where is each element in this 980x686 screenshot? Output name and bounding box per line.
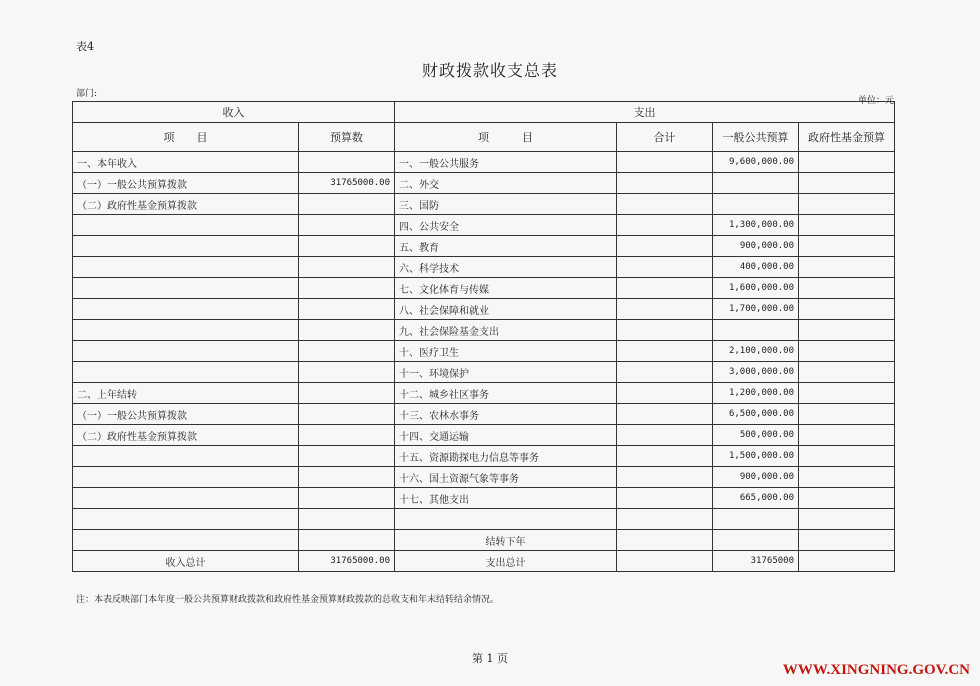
income-budget-header: 预算数 [299, 123, 395, 152]
budget-table [72, 101, 895, 572]
income-value-cell [299, 215, 395, 236]
general-budget-cell: 665,000.00 [713, 488, 799, 509]
fund-budget-header: 政府性基金预算 [799, 123, 895, 152]
expense-item-cell: 十七、其他支出 [395, 488, 617, 509]
general-budget-cell [713, 320, 799, 341]
expense-item-cell: 十、医疗卫生 [395, 341, 617, 362]
expense-total-header: 合计 [617, 123, 713, 152]
expense-total-cell [617, 467, 713, 488]
table-row [73, 404, 895, 425]
income-value-cell [299, 278, 395, 299]
table-row [73, 446, 895, 467]
fund-budget-cell [799, 299, 895, 320]
expense-total-cell [617, 152, 713, 173]
unit-label: 单位：元 [857, 96, 894, 106]
expense-total-cell [617, 299, 713, 320]
expense-total-cell [617, 278, 713, 299]
income-item-header: 项 目 [73, 123, 299, 152]
general-budget-cell: 2,100,000.00 [713, 341, 799, 362]
general-budget-cell: 900,000.00 [713, 236, 799, 257]
expense-total-cell [617, 446, 713, 467]
table-row [73, 152, 895, 173]
expense-item-cell: 十五、资源勘探电力信息等事务 [395, 446, 617, 467]
fund-budget-cell [799, 467, 895, 488]
expense-item-cell: 四、公共安全 [395, 215, 617, 236]
expense-item-cell: 五、教育 [395, 236, 617, 257]
totals-row [73, 551, 895, 572]
income-item-cell: （二）政府性基金预算拨款 [73, 425, 299, 446]
table-row [73, 173, 895, 194]
table-row [73, 299, 895, 320]
fund-budget-cell [799, 446, 895, 467]
general-budget-cell: 6,500,000.00 [713, 404, 799, 425]
income-value-cell [299, 530, 395, 551]
expense-item-cell: 二、外交 [395, 173, 617, 194]
income-item-cell [73, 509, 299, 530]
table-row [73, 278, 895, 299]
table-row [73, 425, 895, 446]
income-item-cell: （一）一般公共预算拨款 [73, 173, 299, 194]
income-value-cell [299, 236, 395, 257]
table-row [73, 509, 895, 530]
general-budget-header: 一般公共预算 [713, 123, 799, 152]
income-item-cell: 二、上年结转 [73, 383, 299, 404]
expense-total-cell [617, 341, 713, 362]
fund-budget-cell [799, 278, 895, 299]
income-value-cell [299, 362, 395, 383]
table-row [73, 320, 895, 341]
income-value-cell [299, 404, 395, 425]
income-value-cell [299, 194, 395, 215]
expense-total-cell [617, 404, 713, 425]
table-row [73, 383, 895, 404]
fund-budget-cell [799, 173, 895, 194]
table-row [73, 362, 895, 383]
income-value-cell [299, 320, 395, 341]
expense-total-sum [617, 551, 713, 572]
table-id: 表4 [76, 40, 94, 53]
income-item-cell [73, 362, 299, 383]
expense-total-cell [617, 257, 713, 278]
site-watermark: WWW.XINGNING.GOV.CN [782, 662, 970, 678]
expense-item-cell: 十三、农林水事务 [395, 404, 617, 425]
fund-budget-cell [799, 425, 895, 446]
table-row [73, 530, 895, 551]
expense-total-label: 支出总计 [395, 551, 617, 572]
income-item-cell [73, 236, 299, 257]
general-budget-cell [713, 509, 799, 530]
table-row [73, 488, 895, 509]
income-value-cell [299, 383, 395, 404]
expense-item-cell: 十六、国土资源气象等事务 [395, 467, 617, 488]
income-item-cell [73, 488, 299, 509]
income-header: 收入 [73, 102, 395, 123]
expense-item-cell: 三、国防 [395, 194, 617, 215]
dept-label: 部门: [76, 89, 98, 99]
income-value-cell: 31765000.00 [299, 173, 395, 194]
fund-budget-cell [799, 257, 895, 278]
table-row [73, 236, 895, 257]
expense-item-cell: 六、科学技术 [395, 257, 617, 278]
general-budget-cell: 1,500,000.00 [713, 446, 799, 467]
expense-item-cell: 结转下年 [395, 530, 617, 551]
page-title: 财政拨款收支总表 [421, 61, 558, 80]
expense-total-cell [617, 320, 713, 341]
expense-total-cell [617, 425, 713, 446]
income-value-cell [299, 257, 395, 278]
income-item-cell [73, 299, 299, 320]
general-budget-cell: 3,000,000.00 [713, 362, 799, 383]
income-value-cell [299, 341, 395, 362]
expense-item-cell: 七、文化体育与传媒 [395, 278, 617, 299]
fund-budget-cell [799, 383, 895, 404]
expense-total-cell [617, 362, 713, 383]
fund-budget-cell [799, 488, 895, 509]
income-item-cell [73, 278, 299, 299]
general-budget-cell: 500,000.00 [713, 425, 799, 446]
income-total-label: 收入总计 [73, 551, 299, 572]
expense-item-cell: 九、社会保险基金支出 [395, 320, 617, 341]
expense-header: 支出 [395, 102, 895, 123]
expense-total-cell [617, 488, 713, 509]
expense-total-cell [617, 215, 713, 236]
general-budget-cell [713, 173, 799, 194]
general-budget-total: 31765000 [713, 551, 799, 572]
fund-budget-cell [799, 530, 895, 551]
general-budget-cell [713, 194, 799, 215]
general-budget-cell: 1,300,000.00 [713, 215, 799, 236]
general-budget-cell: 900,000.00 [713, 467, 799, 488]
income-value-cell [299, 425, 395, 446]
income-value-cell [299, 299, 395, 320]
table-row [73, 257, 895, 278]
fund-budget-cell [799, 236, 895, 257]
general-budget-cell: 9,600,000.00 [713, 152, 799, 173]
footnote: 注：本表反映部门本年度一般公共预算财政拨款和政府性基金预算财政拨款的总收支和年末结转结余情况。 [76, 595, 500, 605]
income-value-cell [299, 446, 395, 467]
income-item-cell [73, 446, 299, 467]
expense-item-cell: 八、社会保障和就业 [395, 299, 617, 320]
income-value-cell [299, 467, 395, 488]
expense-item-cell: 十四、交通运输 [395, 425, 617, 446]
income-item-cell: （一）一般公共预算拨款 [73, 404, 299, 425]
page-number: 第 1 页 [472, 652, 508, 665]
income-item-cell: 一、本年收入 [73, 152, 299, 173]
fund-budget-cell [799, 404, 895, 425]
fund-budget-cell [799, 509, 895, 530]
general-budget-cell [713, 530, 799, 551]
general-budget-cell: 1,200,000.00 [713, 383, 799, 404]
expense-item-cell: 一、一般公共服务 [395, 152, 617, 173]
general-budget-cell: 1,600,000.00 [713, 278, 799, 299]
income-value-cell [299, 488, 395, 509]
table-row [73, 215, 895, 236]
fund-budget-total [799, 551, 895, 572]
expense-item-cell [395, 509, 617, 530]
expense-total-cell [617, 530, 713, 551]
income-item-cell [73, 341, 299, 362]
income-value-cell [299, 509, 395, 530]
income-item-cell [73, 257, 299, 278]
income-value-cell [299, 152, 395, 173]
fund-budget-cell [799, 362, 895, 383]
expense-total-cell [617, 383, 713, 404]
table-row [73, 194, 895, 215]
income-item-cell [73, 320, 299, 341]
general-budget-cell: 1,700,000.00 [713, 299, 799, 320]
expense-total-cell [617, 173, 713, 194]
fund-budget-cell [799, 194, 895, 215]
expense-total-cell [617, 509, 713, 530]
expense-item-cell: 十一、环境保护 [395, 362, 617, 383]
income-item-cell [73, 530, 299, 551]
fund-budget-cell [799, 320, 895, 341]
general-budget-cell: 400,000.00 [713, 257, 799, 278]
expense-item-cell: 十二、城乡社区事务 [395, 383, 617, 404]
fund-budget-cell [799, 152, 895, 173]
table-row [73, 467, 895, 488]
income-item-cell [73, 467, 299, 488]
expense-total-cell [617, 194, 713, 215]
table-row [73, 341, 895, 362]
expense-item-header: 项 目 [395, 123, 617, 152]
income-item-cell: （二）政府性基金预算拨款 [73, 194, 299, 215]
expense-total-cell [617, 236, 713, 257]
fund-budget-cell [799, 215, 895, 236]
fund-budget-cell [799, 341, 895, 362]
income-total-value: 31765000.00 [299, 551, 395, 572]
income-item-cell [73, 215, 299, 236]
